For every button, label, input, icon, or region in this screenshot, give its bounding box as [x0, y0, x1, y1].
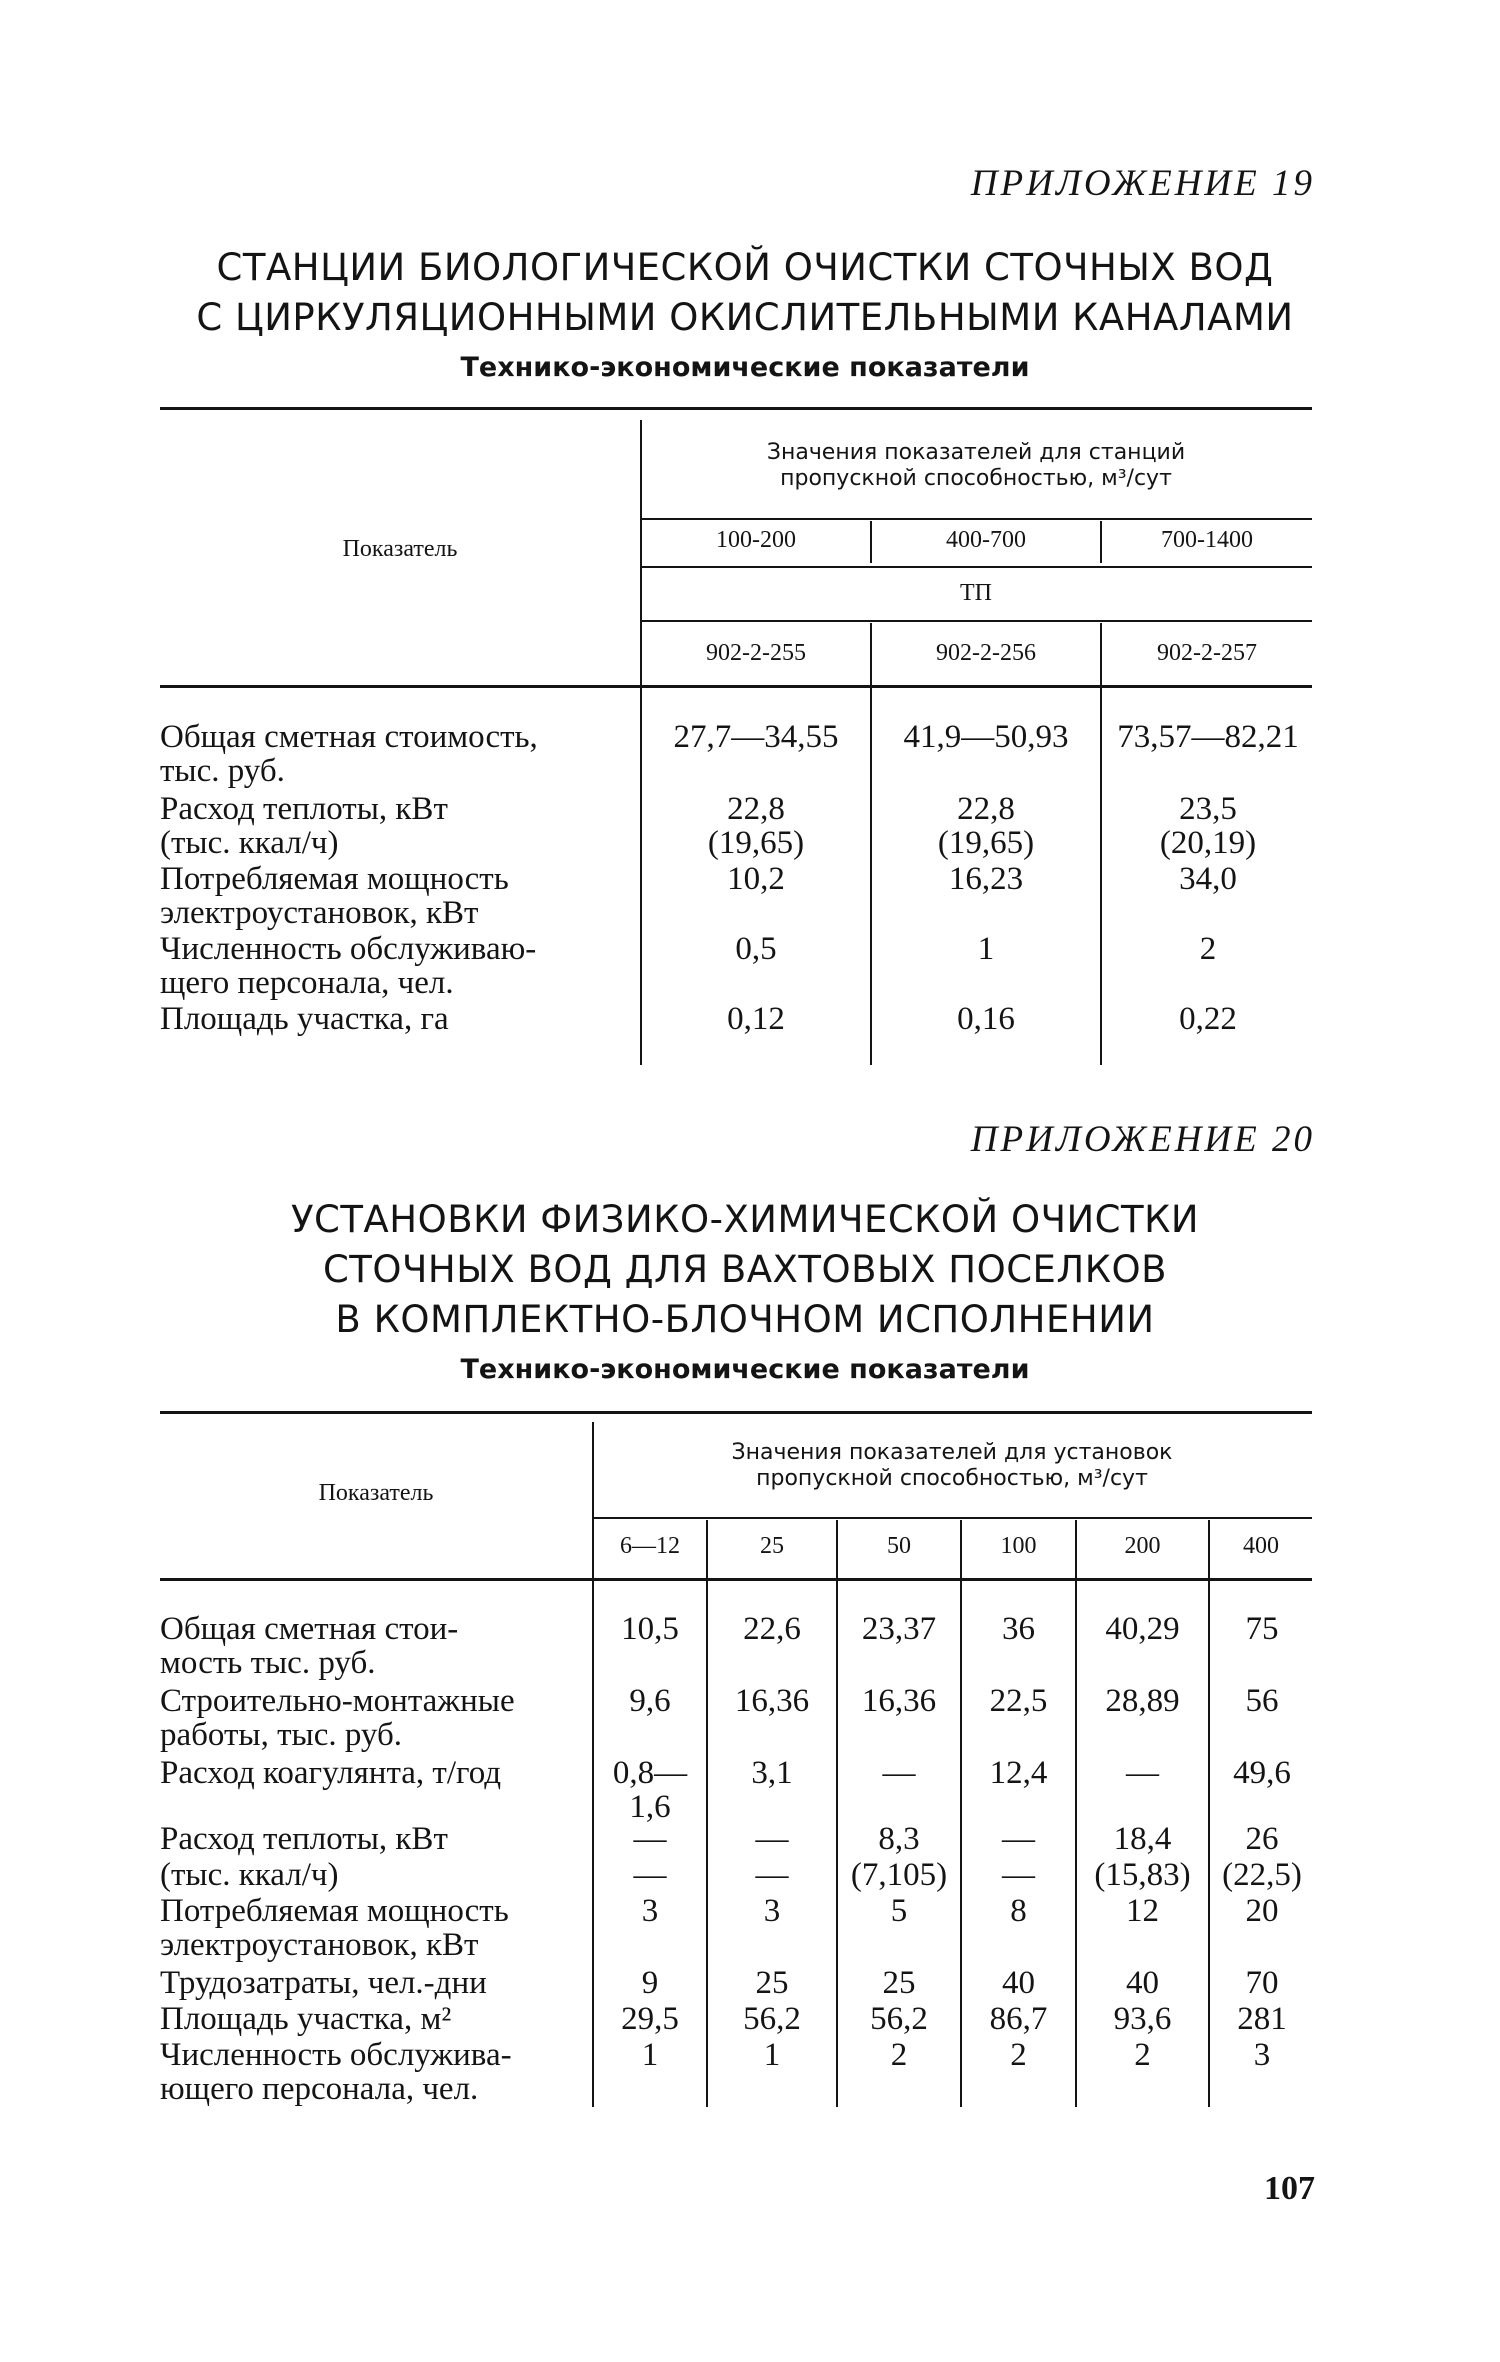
table-cell: 1 [977, 931, 995, 967]
cell-value: (22,5) [1222, 1857, 1302, 1893]
cell-value: 40,29 [1105, 1611, 1180, 1647]
cell-value: 2 [1134, 2037, 1151, 2073]
label-line: электроустановок, кВт [160, 1927, 479, 1963]
capacity-header: 50 [887, 1533, 911, 1559]
header-rule [640, 518, 1312, 520]
table-row-label [160, 862, 630, 930]
table-cell [594, 1822, 706, 1856]
section-subtitle: Технико-экономические показатели [460, 352, 1030, 383]
cell-value: — [1002, 1821, 1035, 1857]
column-header: Показатель [342, 536, 458, 562]
cell-value: 29,5 [621, 2001, 679, 2037]
title-line: В КОМПЛЕКТНО-БЛОЧНОМ ИСПОЛНЕНИИ [335, 1298, 1155, 1341]
table-row-label [160, 2002, 582, 2036]
label-line: тыс. руб. [160, 753, 285, 789]
header-rule [592, 1517, 1312, 1519]
cell-value: 22,8 [727, 791, 785, 827]
group-header [640, 440, 1312, 492]
cell-value: 12,4 [989, 1755, 1048, 1791]
cell-value: 56,2 [743, 2001, 801, 2037]
label-line: мость тыс. руб. [160, 1645, 376, 1681]
table-cell [1210, 2038, 1314, 2072]
table-cell [1210, 1612, 1314, 1646]
table-cell [962, 1684, 1075, 1718]
table-cell [962, 1966, 1075, 2000]
project-header: 902-2-255 [706, 640, 806, 666]
project-header: 902-2-256 [936, 640, 1036, 666]
label-line: щего персонала, чел. [160, 965, 454, 1001]
table-cell: 2 [1199, 931, 1217, 967]
table-row-label [160, 2038, 582, 2106]
label-line: Расход теплоты, кВт [160, 1821, 448, 1857]
label-line: Численность обслужива- [160, 2037, 512, 2073]
table-cell [708, 1966, 836, 2000]
table-row-label [160, 1858, 582, 1892]
label-line: Трудозатраты, чел.-дни [160, 1965, 487, 2001]
table-row-label [160, 1822, 582, 1856]
cell-value: 16,36 [861, 1683, 937, 1719]
cell-value: 93,6 [1113, 2001, 1172, 2037]
table-cell [1077, 1966, 1208, 2000]
column-header: Показатель [318, 1480, 434, 1506]
table-cell [708, 2002, 836, 2036]
table-cell [708, 1684, 836, 1718]
table-cell [594, 1684, 706, 1718]
table-cell: 0,16 [957, 1001, 1015, 1037]
table-cell [838, 1894, 960, 1928]
table-cell [708, 1858, 836, 1892]
header-rule [640, 620, 1312, 622]
label-line: ющего персонала, чел. [160, 2071, 479, 2107]
cell-value: 56,2 [870, 2001, 928, 2037]
table-cell [1077, 1858, 1208, 1892]
table-cell: 27,7—34,55 [673, 719, 839, 755]
table-row-label [160, 1684, 582, 1752]
cell-value: 22,8 [957, 791, 1015, 827]
table-cell [708, 2038, 836, 2072]
cell-value: 75 [1245, 1611, 1279, 1647]
cell-value: — [755, 1821, 789, 1857]
project-header: 902-2-257 [1157, 640, 1257, 666]
table-cell [962, 1894, 1075, 1928]
label-line: (тыс. ккал/ч) [160, 1857, 339, 1893]
table-cell [1077, 1894, 1208, 1928]
table-cell: 34,0 [1179, 861, 1237, 897]
group-header-line: Значения показателей для установок [731, 1440, 1173, 1465]
cell-value: 20 [1245, 1893, 1279, 1929]
label-line: Численность обслуживаю- [160, 931, 537, 967]
table-cell [1077, 2002, 1208, 2036]
cell-value: (15,83) [1094, 1857, 1191, 1893]
table-cell [962, 1822, 1075, 1856]
capacity-header: 400 [1243, 1533, 1279, 1559]
cell-value: 5 [890, 1893, 908, 1929]
table-cell: 0,22 [1179, 1001, 1237, 1037]
title-line: С ЦИРКУЛЯЦИОННЫМИ ОКИСЛИТЕЛЬНЫМИ КАНАЛАМИ [196, 296, 1294, 339]
header-rule [640, 566, 1312, 568]
table-cell: 10,2 [727, 861, 785, 897]
table-cell [1077, 1612, 1208, 1646]
table-cell [1210, 1756, 1314, 1790]
table-cell [708, 1612, 836, 1646]
table-cell [708, 1756, 836, 1790]
cell-value: 40 [1126, 1965, 1159, 2001]
cell-value: 70 [1245, 1965, 1279, 2001]
table-cell [708, 1822, 836, 1856]
table-cell: 0,12 [727, 1001, 785, 1037]
label-line: Общая сметная стои- [160, 1611, 459, 1647]
capacity-header: 100 [1000, 1533, 1037, 1559]
table-cell: 41,9—50,93 [903, 719, 1069, 755]
capacity-header: 700-1400 [1161, 527, 1253, 553]
label-line: (тыс. ккал/ч) [160, 825, 339, 861]
page-number: 107 [1264, 2170, 1315, 2207]
cell-value: 23,37 [861, 1611, 937, 1647]
cell-value: 3 [641, 1893, 659, 1929]
table-cell [962, 2038, 1075, 2072]
table-cell [594, 1966, 706, 2000]
table-cell [838, 1756, 960, 1790]
label-line: работы, тыс. руб. [160, 1717, 403, 1753]
capacity-header: 6—12 [620, 1533, 680, 1559]
section-subtitle: Технико-экономические показатели [460, 1354, 1030, 1385]
table-cell [1210, 1822, 1314, 1856]
label-line: Строительно-монтажные [160, 1683, 515, 1719]
table-cell: 73,57—82,21 [1117, 719, 1299, 755]
cell-value: — [1002, 1857, 1035, 1893]
cell-value: 1,6 [629, 1789, 671, 1825]
table-cell [594, 2038, 706, 2072]
group-header-line: Значения показателей для станций [766, 440, 1186, 465]
cell-value: 23,5 [1179, 791, 1237, 827]
cell-value: (20,19) [1159, 825, 1257, 861]
table-cell [962, 1612, 1075, 1646]
cell-value: 36 [1002, 1611, 1035, 1647]
table-cell [1077, 1822, 1208, 1856]
cell-value: 40 [1002, 1965, 1035, 2001]
cell-value: 22,5 [989, 1683, 1048, 1719]
cell-value: 0,8— [612, 1755, 688, 1791]
cell-value: 49,6 [1233, 1755, 1291, 1791]
table-row-label [160, 1756, 582, 1790]
table-row-label [160, 1966, 582, 2000]
table-row-label [160, 1894, 582, 1962]
table-cell [838, 2002, 960, 2036]
cell-value: 22,6 [743, 1611, 801, 1647]
label-line: Площадь участка, м² [160, 2001, 452, 2037]
section-title [160, 1195, 1330, 1345]
cell-value: 8 [1010, 1893, 1027, 1929]
cell-value: 86,7 [989, 2001, 1048, 2037]
table-cell [594, 1894, 706, 1928]
table-top-rule [160, 1411, 1312, 1414]
table-row-label: Площадь участка, га [160, 1001, 449, 1037]
table-cell [1210, 1684, 1314, 1718]
table-cell [872, 792, 1100, 860]
cell-value: 3,1 [751, 1755, 793, 1791]
table-cell: 16,23 [948, 861, 1024, 897]
cell-value: — [1126, 1755, 1159, 1791]
table-cell [838, 1858, 960, 1892]
table-cell [962, 1858, 1075, 1892]
cell-value: 1 [763, 2037, 781, 2073]
table-cell [642, 792, 870, 860]
table-row-label [160, 792, 630, 860]
cell-value: (7,105) [850, 1857, 948, 1893]
table-top-rule [160, 407, 1312, 410]
table-cell [1210, 1894, 1314, 1928]
header-bottom-rule [160, 1578, 1312, 1581]
table-row-label [160, 1612, 582, 1680]
cell-value: (19,65) [707, 825, 805, 861]
cell-value: 9 [641, 1965, 659, 2001]
cell-value: — [633, 1821, 667, 1857]
label-line: электроустановок, кВт [160, 895, 479, 931]
title-line: СТАНЦИИ БИОЛОГИЧЕСКОЙ ОЧИСТКИ СТОЧНЫХ ВОД [216, 246, 1274, 289]
table-row-label [160, 720, 630, 788]
cell-value: — [633, 1857, 667, 1893]
table-cell [838, 1612, 960, 1646]
cell-value: 9,6 [629, 1683, 671, 1719]
table-cell [1077, 1756, 1208, 1790]
capacity-header: 200 [1124, 1533, 1161, 1559]
table-cell [708, 1894, 836, 1928]
table-cell [838, 1684, 960, 1718]
cell-value: 8,3 [878, 1821, 920, 1857]
table-cell [962, 2002, 1075, 2036]
cell-value: 56 [1245, 1683, 1279, 1719]
cell-value: (19,65) [937, 825, 1035, 861]
label-line: Расход теплоты, кВт [160, 791, 448, 827]
group-header [592, 1440, 1312, 1492]
cell-value: — [755, 1857, 789, 1893]
cell-value: — [882, 1755, 916, 1791]
cell-value: 26 [1245, 1821, 1279, 1857]
table-cell [962, 1756, 1075, 1790]
table-cell [1077, 2038, 1208, 2072]
group-header-line: пропускной способностью, м³/сут [756, 1466, 1148, 1491]
label-line: Расход коагулянта, т/год [160, 1755, 502, 1791]
table-cell [1210, 2002, 1314, 2036]
table-cell [594, 2002, 706, 2036]
cell-value: 2 [1010, 2037, 1027, 2073]
cell-value: 16,36 [734, 1683, 810, 1719]
table-cell [594, 1612, 706, 1646]
section-title [160, 243, 1330, 343]
table-cell [1210, 1966, 1314, 2000]
capacity-header: 100-200 [716, 527, 796, 553]
title-line: СТОЧНЫХ ВОД ДЛЯ ВАХТОВЫХ ПОСЕЛКОВ [322, 1248, 1168, 1291]
table-cell [594, 1756, 706, 1824]
cell-value: 281 [1237, 2001, 1287, 2037]
cell-value: 2 [890, 2037, 908, 2073]
capacity-header: 25 [760, 1533, 784, 1559]
cell-value: 25 [882, 1965, 916, 2001]
table-cell [1210, 1858, 1314, 1892]
cell-value: 18,4 [1113, 1821, 1172, 1857]
table-cell [838, 2038, 960, 2072]
table-cell [838, 1966, 960, 2000]
cell-value: 25 [755, 1965, 789, 2001]
capacity-header: 400-700 [946, 527, 1026, 553]
table-cell: 0,5 [735, 931, 777, 967]
cell-value: 3 [1253, 2037, 1271, 2073]
group-header-line: пропускной способностью, м³/сут [780, 466, 1172, 491]
cell-value: 3 [763, 1893, 781, 1929]
label-line: Потребляемая мощность [160, 861, 509, 897]
label-line: Общая сметная стоимость, [160, 719, 538, 755]
label-line: Потребляемая мощность [160, 1893, 509, 1929]
tp-header: ТП [960, 580, 992, 606]
table-cell [1102, 792, 1314, 860]
cell-value: 28,89 [1105, 1683, 1180, 1719]
cell-value: 10,5 [621, 1611, 679, 1647]
title-line: УСТАНОВКИ ФИЗИКО-ХИМИЧЕСКОЙ ОЧИСТКИ [290, 1198, 1200, 1241]
table-cell [1077, 1684, 1208, 1718]
appendix-label: ПРИЛОЖЕНИЕ 20 [970, 1119, 1315, 1160]
table-cell [838, 1822, 960, 1856]
cell-value: 1 [641, 2037, 659, 2073]
header-bottom-rule [160, 685, 1312, 688]
table-row-label [160, 932, 630, 1000]
table-cell [594, 1858, 706, 1892]
cell-value: 12 [1126, 1893, 1159, 1929]
appendix-label: ПРИЛОЖЕНИЕ 19 [970, 163, 1315, 204]
